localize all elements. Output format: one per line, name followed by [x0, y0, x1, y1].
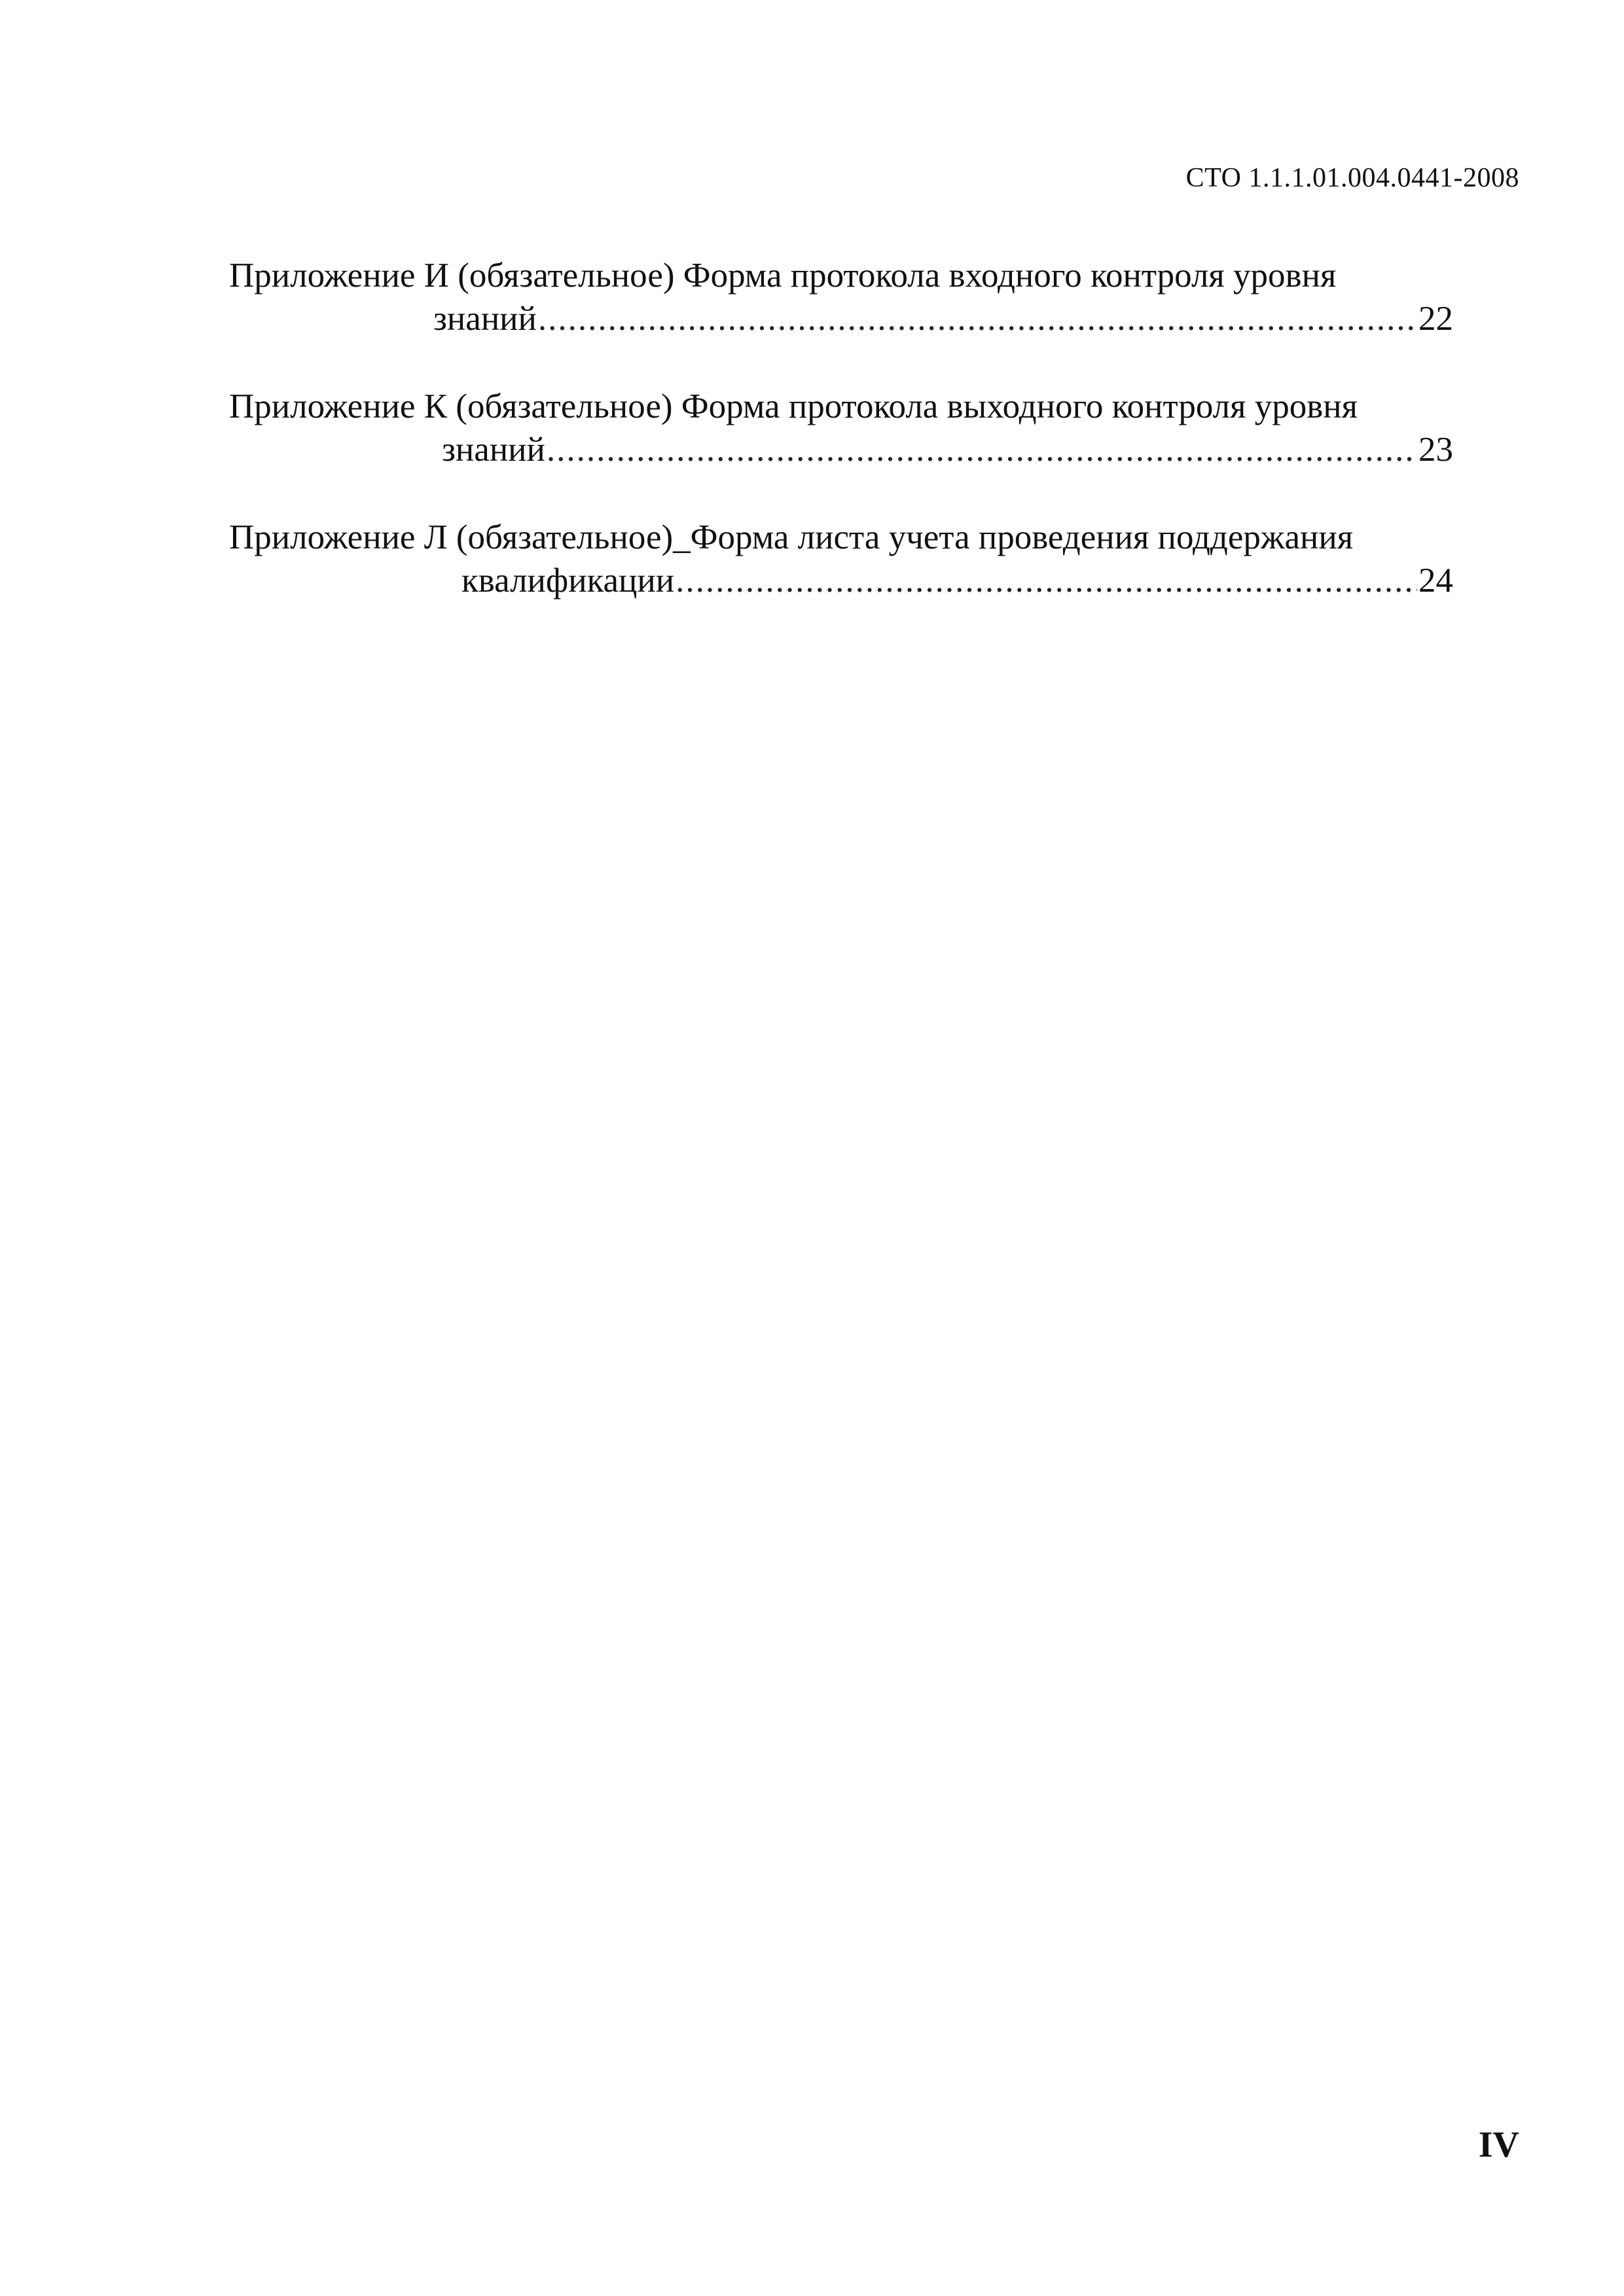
dot-leader [538, 297, 1417, 340]
document-code: СТО 1.1.1.01.004.0441-2008 [1185, 163, 1519, 193]
toc-entry-title-cont: знаний [442, 431, 545, 469]
dot-leader [676, 559, 1417, 602]
toc-entry-appendix-k[interactable] [229, 385, 1453, 471]
toc-entry-title-cont: знаний [433, 300, 537, 338]
toc-entry-title: Приложение Л (обязательное)_Форма листа учета проведения поддержания [229, 518, 1354, 556]
toc-entry-title-cont: квалификации [461, 562, 675, 600]
toc-page-number: 22 [1418, 300, 1453, 338]
table-of-contents [229, 254, 1453, 647]
toc-entry-continuation [229, 428, 1453, 471]
toc-page-number: 24 [1418, 562, 1453, 600]
toc-entry-continuation [229, 559, 1453, 602]
toc-entry-title: Приложение К (обязательное) Форма протокола выходного контроля уровня [229, 387, 1358, 425]
page-number: IV [1478, 2125, 1519, 2165]
toc-entry-title: Приложение И (обязательное) Форма протокола входного контроля уровня [229, 257, 1337, 295]
toc-entry-appendix-i[interactable] [229, 254, 1453, 340]
dot-leader [547, 428, 1417, 471]
toc-entry-continuation [229, 297, 1453, 340]
toc-page-number: 23 [1418, 431, 1453, 469]
toc-entry-appendix-l[interactable] [229, 516, 1453, 602]
